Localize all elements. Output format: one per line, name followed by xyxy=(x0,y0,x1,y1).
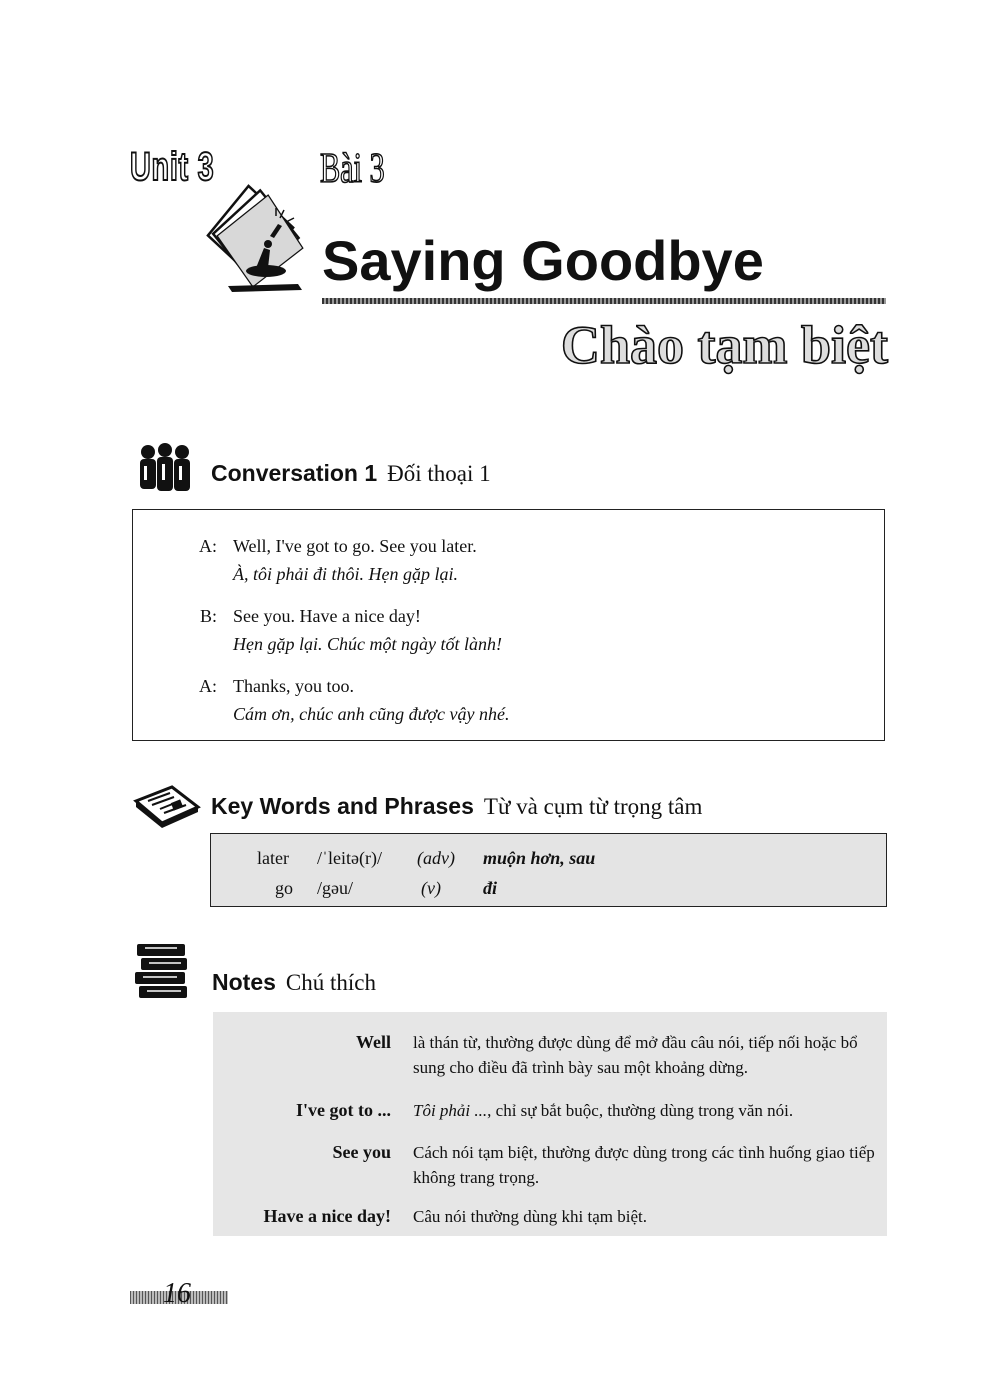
page-title: Saying Goodbye xyxy=(322,229,764,292)
page-subtitle: Chào tạm biệt xyxy=(561,315,888,375)
dialogue-line-vi: À, tôi phải đi thôi. Hẹn gặp lại. xyxy=(233,564,458,584)
note-term: Well xyxy=(356,1032,391,1052)
key-word-pos: (v) xyxy=(421,878,441,898)
speaker-label: B: xyxy=(199,606,217,626)
dialogue-line-vi: Hẹn gặp lại. Chúc một ngày tốt lành! xyxy=(233,634,502,654)
note-definition: Câu nói thường dùng khi tạm biệt. xyxy=(413,1207,647,1226)
conversation-heading-en: Conversation 1 xyxy=(211,460,378,486)
speaker-label: A: xyxy=(199,676,217,696)
speaker-label: A: xyxy=(199,536,217,556)
papers-illustration-icon xyxy=(198,176,308,296)
unit-label: Unit 3 xyxy=(130,145,215,189)
key-word-meaning: muộn hơn, sau xyxy=(483,848,596,868)
note-definition: là thán từ, thường được dùng để mở đầu câu nói, tiếp nối hoặc bổ sung cho điều đã trình bày sau một khoảng dừng. xyxy=(413,1033,858,1077)
key-word-ipa: /gəu/ xyxy=(317,878,353,898)
key-word-pos: (adv) xyxy=(417,848,455,868)
note-definition xyxy=(413,1098,878,1123)
dialogue-line-vi: Cám ơn, chúc anh cũng được vậy nhé. xyxy=(233,704,510,724)
books-stack-icon xyxy=(133,940,193,1000)
conversation-box xyxy=(132,509,885,741)
lesson-label: Bài 3 xyxy=(320,146,385,192)
note-definition-rest: , chỉ sự bắt buộc, thường dùng trong văn nói. xyxy=(487,1101,794,1120)
key-words-heading-en: Key Words and Phrases xyxy=(211,793,474,819)
conversation-heading xyxy=(211,460,491,487)
key-word-ipa: /ˈleitə(r)/ xyxy=(317,848,382,868)
key-words-table xyxy=(210,833,887,907)
key-words-heading-vi: Từ và cụm từ trọng tâm xyxy=(483,794,703,819)
note-definition: Cách nói tạm biệt, thường được dùng trong các tình huống giao tiếp không trang trọng. xyxy=(413,1143,875,1187)
notes-heading-vi: Chú thích xyxy=(285,970,376,995)
key-word: later xyxy=(257,848,289,868)
dialogue-line-en: See you. Have a nice day! xyxy=(233,606,421,626)
dialogue-line-en: Well, I've got to go. See you later. xyxy=(233,536,477,556)
title-divider xyxy=(322,298,886,304)
dialogue-line-en: Thanks, you too. xyxy=(233,676,354,696)
note-term: I've got to ... xyxy=(296,1100,391,1120)
page-number: 16 xyxy=(163,1278,191,1309)
note-term: See you xyxy=(332,1142,391,1162)
book-icon xyxy=(132,783,202,829)
key-words-heading xyxy=(211,793,702,820)
key-word-meaning: đi xyxy=(483,878,498,898)
notes-heading-en: Notes xyxy=(212,969,276,995)
conversation-heading-vi: Đối thoại 1 xyxy=(387,461,491,486)
note-term: Have a nice day! xyxy=(263,1206,391,1226)
people-group-icon xyxy=(134,440,196,496)
key-word: go xyxy=(275,878,293,898)
notes-box xyxy=(213,1012,887,1236)
notes-heading xyxy=(212,969,376,996)
note-definition-emphasis: Tôi phải ... xyxy=(413,1101,488,1120)
